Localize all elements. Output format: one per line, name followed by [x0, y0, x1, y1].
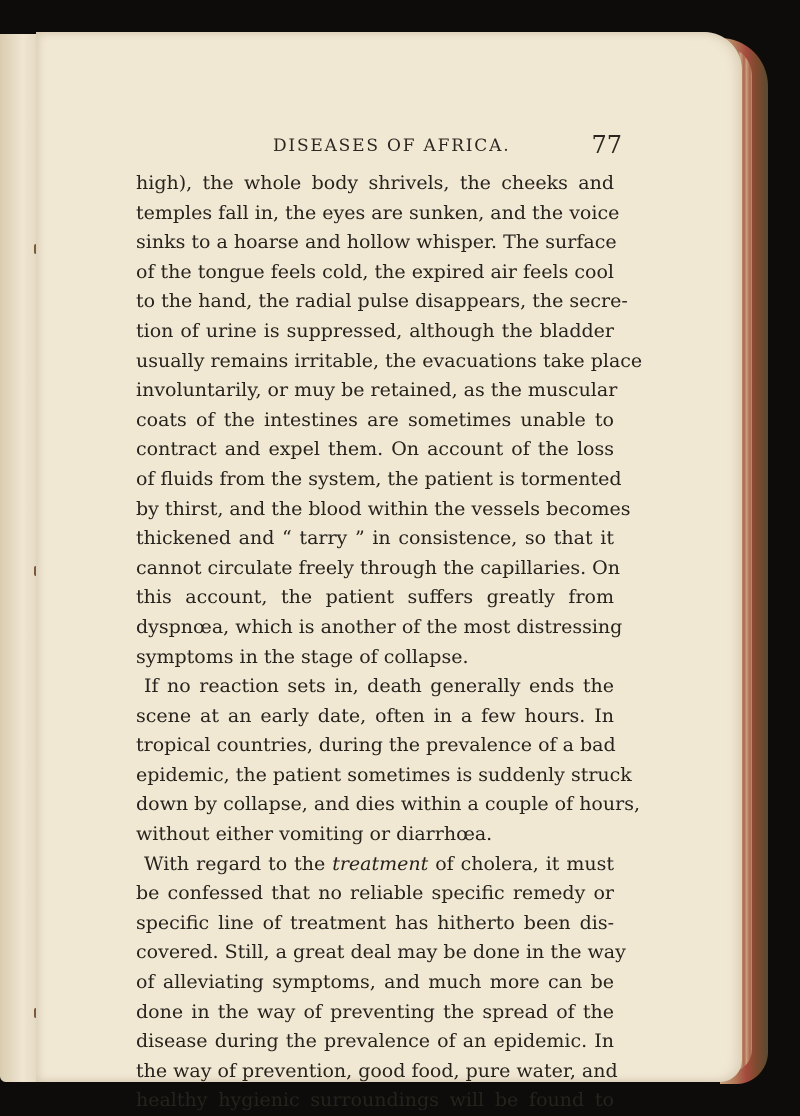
- text-line: this account, the patient suffers greatly from: [136, 586, 614, 609]
- running-title: DISEASES OF AFRICA.: [273, 136, 511, 156]
- text-line: tion of urine is suppressed, although the bladder: [136, 319, 614, 342]
- text-line: dyspnœa, which is another of the most distressing: [136, 615, 623, 638]
- text-segment: of cholera, it must: [435, 852, 614, 875]
- text-line: of the tongue feels cold, the expired air feels cool: [136, 260, 614, 283]
- text-line: the way of prevention, good food, pure water, and: [136, 1059, 618, 1082]
- text-line: tropical countries, during the prevalence of a bad: [136, 734, 616, 757]
- text-segment: With regard to the: [144, 852, 326, 875]
- facing-page-edge: [0, 34, 40, 1082]
- text-line: done in the way of preventing the spread of the: [136, 1000, 614, 1023]
- text-line: thickened and “ tarry ” in consistence, so that it: [136, 527, 614, 550]
- text-line: of alleviating symptoms, and much more can be: [136, 971, 614, 994]
- text-line: of fluids from the system, the patient is tormented: [136, 467, 622, 490]
- body-text: [136, 169, 643, 1116]
- text-line: temples fall in, the eyes are sunken, and the voice: [136, 201, 620, 224]
- running-head: [136, 131, 622, 164]
- text-line: involuntarily, or muy be retained, as the muscular: [136, 379, 618, 402]
- text-line: usually remains irritable, the evacuations take place: [136, 349, 643, 372]
- text-line: epidemic, the patient sometimes is suddenly struck: [136, 763, 632, 786]
- text-line: contract and expel them. On account of the loss: [136, 438, 614, 461]
- text-line-with-emphasis: [136, 850, 614, 880]
- text-line: by thirst, and the blood within the vessels becomes: [136, 497, 631, 520]
- text-line: sinks to a hoarse and hollow whisper. The surface: [136, 231, 617, 254]
- text-line: to the hand, the radial pulse disappears, the secre-: [136, 290, 628, 313]
- text-line: specific line of treatment has hitherto been dis-: [136, 911, 614, 934]
- page-number: 77: [591, 131, 622, 159]
- text-line: down by collapse, and dies within a couple of hours,: [136, 793, 640, 816]
- text-line: healthy hygienic surroundings will be found to: [136, 1089, 614, 1112]
- text-line: high), the whole body shrivels, the cheeks and: [136, 172, 614, 194]
- text-line: be confessed that no reliable specific remedy or: [136, 882, 614, 905]
- text-line: covered. Still, a great deal may be done in the way: [136, 941, 626, 964]
- text-line: disease during the prevalence of an epidemic. In: [136, 1030, 614, 1053]
- text-line: cannot circulate freely through the capillaries. On: [136, 556, 620, 579]
- text-line: scene at an early date, often in a few hours. In: [136, 704, 614, 727]
- text-line: symptoms in the stage of collapse.: [136, 645, 469, 668]
- text-line: coats of the intestines are sometimes unable to: [136, 408, 614, 431]
- emphasized-word: treatment: [332, 852, 429, 875]
- text-line: If no reaction sets in, death generally ends the: [144, 675, 614, 698]
- text-line: without either vomiting or diarrhœa.: [136, 823, 493, 846]
